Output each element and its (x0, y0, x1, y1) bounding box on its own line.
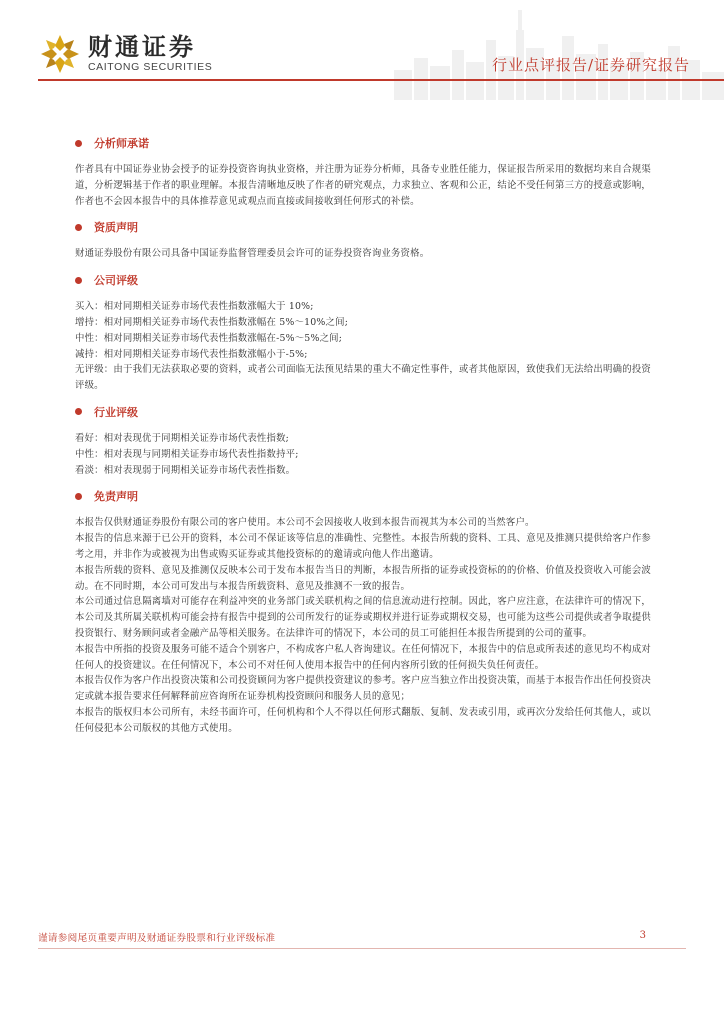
rating-line: 看淡：相对表现弱于同期相关证券市场代表性指数。 (75, 464, 296, 476)
disclaimer-line: 本报告的版权归本公司所有，未经书面许可，任何机构和个人不得以任何形式翻版、复制、发表或引用，或再次分发给任何其他人，或以任何侵犯本公司版权的其他方式使用。 (75, 706, 651, 734)
section-heading-qualification (75, 220, 651, 234)
bullet-icon (75, 277, 82, 284)
caitong-logo-icon (38, 32, 82, 76)
section-heading-analyst-commitment (75, 136, 651, 150)
section-heading-industry-rating (75, 405, 651, 419)
logo-chinese-name: 财通证券 (88, 33, 196, 61)
disclaimer-line: 本报告仅供财通证券股份有限公司的客户使用。本公司不会因接收人收到本报告而视其为本公司的当然客户。 (75, 517, 535, 529)
disclaimer-line: 本报告的信息来源于已公开的资料，本公司不保证该等信息的准确性、完整性。本报告所载的资料、工具、意见及推测只提供给客户作参考之用，并非作为或被视为出售或购买证券或其他投资标的的邀请或向他人作出邀请。 (75, 533, 651, 560)
company-rating-list (75, 299, 651, 394)
disclaimer-line: 本报告仅作为客户作出投资决策和公司投资顾问为客户提供投资建议的参考。客户应当独立作出投资决策，而基于本报告作出任何投资决定或就本报告要求任何解释前应咨询所在证券机构投资顾问和服务人员的意见； (75, 675, 651, 703)
rating-line: 中性：相对表现与同期相关证券市场代表性指数持平; (75, 448, 299, 460)
section-paragraph: 作者具有中国证券业协会授予的证券投资咨询执业资格，并注册为证券分析师，具备专业胜任能力，保证报告所采用的数据均来自合规渠道，分析逻辑基于作者的职业理解。本报告清晰地反映了作者的研究观点，力求独立、客观和公正，结论不受任何第三方的授意或影响，作者也不会因本报告中的具体推荐意见或观点而直接或间接收到任何形式的补偿。 (75, 164, 651, 207)
disclaimer-content (75, 136, 651, 748)
section-paragraph: 财通证券股份有限公司具备中国证券监督管理委员会许可的证券投资咨询业务资格。 (75, 248, 430, 260)
section-title: 资质声明 (94, 221, 138, 235)
rating-line: 减持：相对同期相关证券市场代表性指数涨幅小于-5%; (75, 348, 308, 360)
disclaimer-line: 本报告所载的资料、意见及推测仅反映本公司于发布本报告当日的判断，本报告所指的证券或投资标的的价格、价值及投资收入可能会波动。在不同时期，本公司可发出与本报告所载资料、意见及推测不一致的报告。 (75, 564, 651, 592)
disclaimer-list (75, 515, 651, 736)
section-title: 公司评级 (94, 274, 138, 288)
section-heading-disclaimer (75, 489, 651, 503)
section-title: 行业评级 (94, 405, 138, 419)
rating-line: 买入：相对同期相关证券市场代表性指数涨幅大于 10%; (75, 301, 314, 313)
rating-line: 中性：相对同期相关证券市场代表性指数涨幅在-5%～5%之间; (75, 332, 343, 344)
rating-line: 看好：相对表现优于同期相关证券市场代表性指数; (75, 432, 290, 444)
page-number: 3 (639, 930, 646, 941)
rating-line: 增持：相对同期相关证券市场代表性指数涨幅在 5%～10%之间; (75, 316, 349, 328)
disclaimer-line: 本公司通过信息隔离墙对可能存在利益冲突的业务部门或关联机构之间的信息流动进行控制。因此，客户应注意，在法律许可的情况下，本公司及其所属关联机构可能会持有报告中提到的公司所发行的证券或期权并进行证券或期权交易，也可能为这些公司提供或者争取提供投资银行、财务顾问或者金融产品等相关服务。在法律许可的情况下，本公司的员工可能担任本报告所提到的公司的董事。 (75, 596, 651, 639)
industry-rating-list (75, 431, 651, 478)
bullet-icon (75, 493, 82, 500)
logo-english-name: CAITONG SECURITIES (88, 61, 213, 73)
footer-notice: 谨请参阅尾页重要声明及财通证券股票和行业评级标准 (38, 933, 276, 944)
section-title: 免责声明 (94, 490, 138, 504)
header-divider (38, 79, 724, 81)
city-skyline-watermark (394, 0, 724, 100)
bullet-icon (75, 140, 82, 147)
rating-line: 无评级：由于我们无法获取必要的资料，或者公司面临无法预见结果的重大不确定性事件，或者其他原因，致使我们无法给出明确的投资评级。 (75, 364, 651, 392)
footer-divider (38, 948, 686, 949)
report-type-label: 行业点评报告/证券研究报告 (491, 56, 690, 74)
bullet-icon (75, 224, 82, 231)
disclaimer-line: 本报告中所指的投资及服务可能不适合个别客户，不构成客户私人咨询建议。在任何情况下，本报告中的信息或所表述的意见均不构成对任何人的投资建议。在任何情况下，本公司不对任何人使用本报告中的任何内容所引致的任何损失负任何责任。 (75, 643, 651, 671)
company-logo (38, 32, 212, 76)
bullet-icon (75, 408, 82, 415)
section-title: 分析师承诺 (94, 137, 149, 150)
section-heading-company-rating (75, 273, 651, 287)
